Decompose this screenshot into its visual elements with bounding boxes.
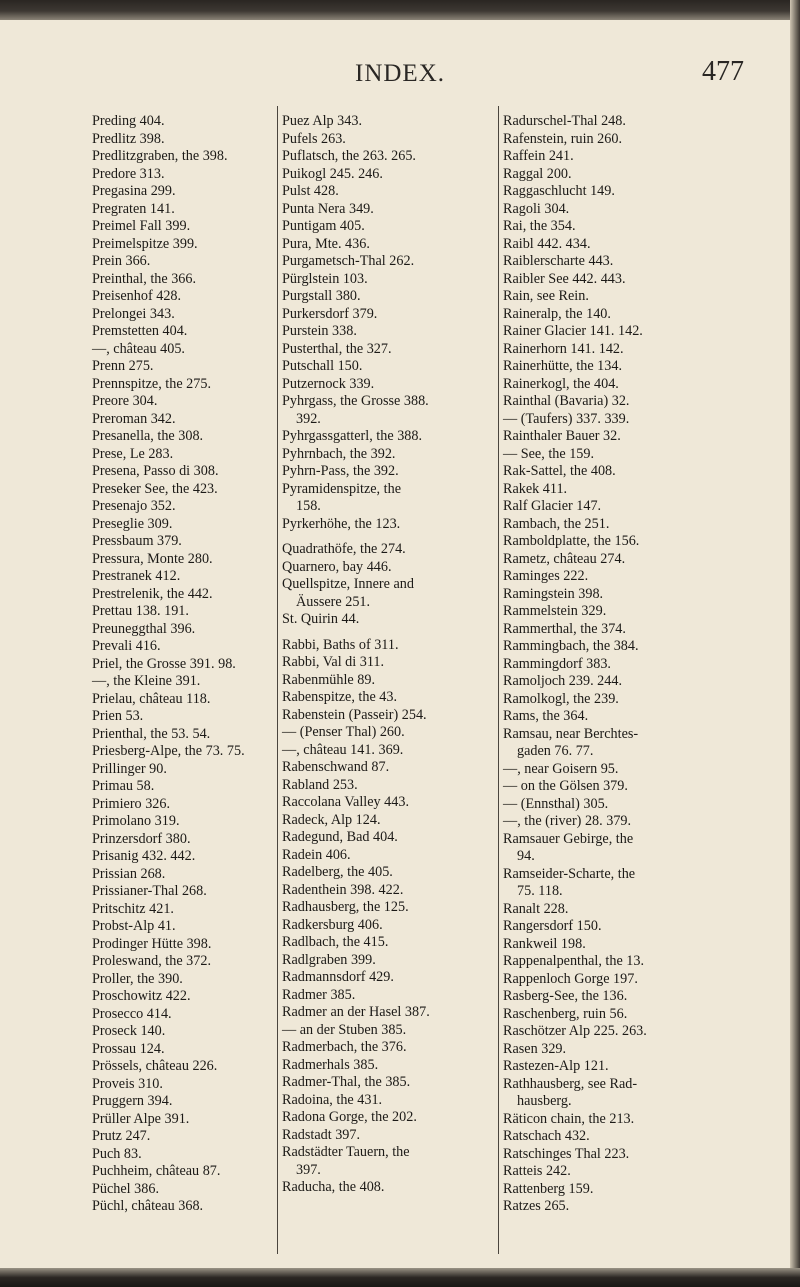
- index-entry: — (Ennsthal) 305.: [503, 795, 609, 812]
- index-entry: Puez Alp 343.: [282, 113, 362, 129]
- index-entry: Rammingdorf 383.: [503, 655, 611, 672]
- index-entry: Radenthein 398. 422.: [282, 881, 404, 898]
- index-entry: Rakek 411.: [503, 480, 568, 497]
- index-entry: Rabbi, Baths of 311.: [282, 636, 399, 653]
- index-entry: Prissian 268.: [92, 865, 166, 882]
- index-entry: Rasberg-See, the 136.: [503, 988, 628, 1004]
- index-entry: — (Penser Thal) 260.: [282, 724, 405, 740]
- index-entry: Preseker See, the 423.: [92, 480, 218, 497]
- index-entry: Ramsauer Gebirge, the: [503, 830, 634, 847]
- index-entry: Radmerbach, the 376.: [282, 1039, 407, 1055]
- index-entry: Raschötzer Alp 225. 263.: [503, 1023, 647, 1039]
- index-entry: Proveis 310.: [92, 1075, 163, 1092]
- scan-top-edge: [0, 0, 800, 20]
- index-entry: Prössels, château 226.: [92, 1058, 218, 1074]
- index-entry: —, château 141. 369.: [282, 741, 404, 758]
- index-entry: Raschenberg, ruin 56.: [503, 1005, 628, 1022]
- index-entry: Proleswand, the 372.: [92, 953, 212, 969]
- index-entry: Presenajo 352.: [92, 498, 176, 514]
- index-entry: Pressbaum 379.: [92, 533, 182, 549]
- index-entry: Rathhausberg, see Rad-: [503, 1075, 638, 1092]
- index-entry: Prien 53.: [92, 708, 144, 724]
- scan-right-edge: [790, 0, 800, 1287]
- index-entry: Presena, Passo di 308.: [92, 463, 219, 479]
- index-entry: Ramoljoch 239. 244.: [503, 673, 623, 689]
- index-entry: Predore 313.: [92, 165, 165, 182]
- index-entry: Prinzersdorf 380.: [92, 830, 191, 847]
- index-entry: Priel, the Grosse 391. 98.: [92, 655, 236, 672]
- index-entry: Radona Gorge, the 202.: [282, 1109, 417, 1125]
- index-entry: Ralf Glacier 147.: [503, 498, 602, 514]
- index-entry: Radmerhals 385.: [282, 1056, 379, 1073]
- index-entry: Ramboldplatte, the 156.: [503, 533, 640, 549]
- index-entry: Rattenberg 159.: [503, 1180, 594, 1197]
- index-entry: Pyrkerhöhe, the 123.: [282, 515, 401, 532]
- index-entry: Probst-Alp 41.: [92, 918, 176, 934]
- index-entry: Preimelspitze 399.: [92, 235, 198, 252]
- index-entry: Prutz 247.: [92, 1128, 151, 1144]
- index-entry: Radeck, Alp 124.: [282, 811, 381, 828]
- index-entry: Proschowitz 422.: [92, 988, 191, 1004]
- index-entry: Radstadt 397.: [282, 1126, 361, 1143]
- index-entry: Purkersdorf 379.: [282, 305, 378, 322]
- index-entry: Pyhrgassgatterl, the 388.: [282, 428, 423, 444]
- index-entry: Pyhrnbach, the 392.: [282, 445, 396, 462]
- index-entry: Rangersdorf 150.: [503, 918, 602, 934]
- index-entry: Prisanig 432. 442.: [92, 848, 196, 864]
- index-entry: Püchel 386.: [92, 1180, 159, 1197]
- index-entry: Rammingbach, the 384.: [503, 638, 639, 654]
- index-entry: Pulst 428.: [282, 183, 339, 199]
- index-entry: Predlitzgraben, the 398.: [92, 148, 228, 164]
- index-entry: Ramseider-Scharte, the: [503, 865, 636, 882]
- index-entry: Rappenloch Gorge 197.: [503, 970, 638, 987]
- index-entry: Rafenstein, ruin 260.: [503, 130, 622, 147]
- index-entry: Rabenstein (Passeir) 254.: [282, 706, 427, 723]
- index-entry: 94.: [517, 848, 535, 864]
- index-entry: Puch 83.: [92, 1145, 142, 1162]
- index-entry: Rabland 253.: [282, 776, 358, 793]
- index-entry: Puntigam 405.: [282, 218, 365, 234]
- index-entry: Putschall 150.: [282, 358, 363, 374]
- index-entry: Raducha, the 408.: [282, 1179, 385, 1195]
- index-entry: — on the Gölsen 379.: [503, 778, 628, 794]
- index-entry: Prüller Alpe 391.: [92, 1110, 190, 1127]
- index-entry: Premstetten 404.: [92, 323, 188, 339]
- index-entry: Predlitz 398.: [92, 130, 165, 147]
- index-entry: Radein 406.: [282, 846, 351, 863]
- index-entry: Preroman 342.: [92, 410, 176, 427]
- index-entry: Prissianer-Thal 268.: [92, 883, 207, 899]
- index-entry: Püchl, château 368.: [92, 1198, 204, 1214]
- index-entry: — an der Stuben 385.: [282, 1021, 407, 1038]
- index-entry: Prodinger Hütte 398.: [92, 935, 212, 952]
- index-entry: 397.: [296, 1161, 321, 1178]
- index-entry: Purgametsch-Thal 262.: [282, 253, 415, 269]
- page-title: INDEX.: [355, 60, 446, 87]
- index-entry: — See, the 159.: [503, 445, 595, 462]
- index-entry: Priesberg-Alpe, the 73. 75.: [92, 743, 245, 759]
- index-entry: St. Quirin 44.: [282, 611, 360, 627]
- index-entry: Rain, see Rein.: [503, 288, 589, 304]
- index-entry: Rainthal (Bavaria) 32.: [503, 393, 630, 409]
- index-entry: Radmannsdorf 429.: [282, 969, 394, 985]
- index-entry: Pruggern 394.: [92, 1093, 173, 1109]
- index-entry: Raibl 442. 434.: [503, 235, 591, 252]
- index-entry: Purstein 338.: [282, 323, 357, 339]
- index-entry: 392.: [296, 410, 321, 427]
- index-entry: Rabenschwand 87.: [282, 759, 390, 775]
- index-entry: Rai, the 354.: [503, 218, 576, 234]
- index-entry: Pyhrgass, the Grosse 388.: [282, 393, 429, 409]
- index-entry: Raccolana Valley 443.: [282, 794, 409, 810]
- index-entry: Prein 366.: [92, 253, 151, 269]
- index-entry: Rainerhütte, the 134.: [503, 358, 622, 374]
- index-entry: Pregasina 299.: [92, 183, 176, 199]
- index-entry: Preding 404.: [92, 113, 165, 129]
- index-entry: — (Taufers) 337. 339.: [503, 410, 630, 427]
- index-entry: Rabbi, Val di 311.: [282, 654, 385, 670]
- index-entry: Pyhrn-Pass, the 392.: [282, 463, 399, 479]
- column-divider: [277, 106, 278, 1254]
- index-entry: Pura, Mte. 436.: [282, 235, 370, 252]
- index-entry: Preisenhof 428.: [92, 288, 182, 304]
- index-entry: Rappenalpenthal, the 13.: [503, 953, 645, 969]
- index-entry: Puchheim, château 87.: [92, 1163, 221, 1179]
- index-entry: hausberg.: [517, 1093, 572, 1109]
- index-entry: Prossau 124.: [92, 1040, 165, 1057]
- index-entry: Prestranek 412.: [92, 568, 181, 584]
- index-entry: Purgstall 380.: [282, 288, 361, 304]
- index-entry: Preseglie 309.: [92, 515, 173, 532]
- index-entry: Puflatsch, the 263. 265.: [282, 148, 416, 164]
- index-entry: Rabenspitze, the 43.: [282, 689, 398, 705]
- index-entry: Rankweil 198.: [503, 935, 586, 952]
- index-entry: Pressura, Monte 280.: [92, 550, 213, 567]
- index-entry: Pufels 263.: [282, 130, 346, 147]
- index-entry: Rainthaler Bauer 32.: [503, 428, 621, 444]
- index-entry: Prielau, château 118.: [92, 690, 211, 707]
- index-entry: Quarnero, bay 446.: [282, 558, 392, 575]
- index-entry: Punta Nera 349.: [282, 200, 374, 217]
- index-entry: Radelberg, the 405.: [282, 864, 393, 880]
- index-entry: Raggal 200.: [503, 165, 572, 182]
- index-entry: Radmer-Thal, the 385.: [282, 1074, 411, 1090]
- index-entry: Pusterthal, the 327.: [282, 340, 392, 357]
- index-entry: Radstädter Tauern, the: [282, 1144, 410, 1160]
- index-entry: Ranalt 228.: [503, 900, 569, 917]
- index-entry: Primiero 326.: [92, 795, 171, 812]
- index-entry: Rak-Sattel, the 408.: [503, 463, 616, 479]
- index-entry: Ratschach 432.: [503, 1128, 590, 1144]
- index-entry: Raffein 241.: [503, 148, 574, 164]
- index-entry: 158.: [296, 498, 321, 514]
- index-column-2: [282, 113, 487, 1197]
- index-entry: Raggaschlucht 149.: [503, 183, 615, 199]
- index-entry: Rams, the 364.: [503, 708, 589, 724]
- index-entry: —, the (river) 28. 379.: [503, 813, 632, 829]
- index-entry: Prennspitze, the 275.: [92, 375, 211, 392]
- index-entry: Primolano 319.: [92, 813, 180, 829]
- index-entry: Prestrelenik, the 442.: [92, 585, 213, 602]
- index-entry: Ratteis 242.: [503, 1163, 571, 1179]
- index-entry: Rastezen-Alp 121.: [503, 1058, 609, 1074]
- index-entry: Prienthal, the 53. 54.: [92, 725, 211, 742]
- index-entry: Räticon chain, the 213.: [503, 1110, 635, 1127]
- index-entry: Primau 58.: [92, 778, 155, 794]
- index-entry: Rainer Glacier 141. 142.: [503, 323, 643, 339]
- index-entry: —, château 405.: [92, 340, 185, 357]
- index-entry: Rametz, château 274.: [503, 550, 626, 567]
- index-entry: Radurschel-Thal 248.: [503, 113, 626, 129]
- index-entry: Raineralp, the 140.: [503, 305, 611, 322]
- index-entry: Raiblerscharte 443.: [503, 253, 614, 269]
- index-entry: Prese, Le 283.: [92, 445, 174, 462]
- index-entry: Ramsau, near Berchtes-: [503, 725, 639, 742]
- index-entry: Prenn 275.: [92, 358, 154, 374]
- index-entry: Pritschitz 421.: [92, 900, 174, 917]
- index-entry: Radhausberg, the 125.: [282, 899, 409, 915]
- index-entry: Radmer 385.: [282, 986, 356, 1003]
- index-entry: Ramingstein 398.: [503, 585, 604, 602]
- index-entry: Radkersburg 406.: [282, 916, 383, 933]
- index-entry: Ratschinges Thal 223.: [503, 1145, 630, 1162]
- index-entry: Prelongei 343.: [92, 305, 175, 322]
- index-entry: Pürglstein 103.: [282, 270, 368, 287]
- page-number: 477: [702, 56, 744, 87]
- index-entry: Preore 304.: [92, 393, 158, 409]
- index-entry: Rainerkogl, the 404.: [503, 375, 619, 392]
- index-entry: Prosecco 414.: [92, 1005, 172, 1022]
- index-entry: Rammelstein 329.: [503, 603, 607, 619]
- index-entry: 75. 118.: [517, 883, 563, 899]
- index-entry: —, the Kleine 391.: [92, 673, 201, 689]
- index-entry: Radmer an der Hasel 387.: [282, 1004, 430, 1020]
- index-entry: Pregraten 141.: [92, 200, 175, 217]
- index-entry: Ramolkogl, the 239.: [503, 690, 619, 707]
- index-entry: Radlbach, the 415.: [282, 934, 389, 950]
- index-entry: Prevali 416.: [92, 638, 161, 654]
- index-entry: Ragoli 304.: [503, 200, 570, 217]
- index-entry: Ratzes 265.: [503, 1198, 570, 1214]
- index-entry: Pyramidenspitze, the: [282, 480, 401, 497]
- index-entry: Radlgraben 399.: [282, 951, 376, 968]
- index-entry: Äussere 251.: [296, 593, 371, 610]
- index-entry: Rammerthal, the 374.: [503, 620, 626, 637]
- index-entry: Rasen 329.: [503, 1040, 567, 1057]
- index-column-3: [503, 113, 713, 1216]
- index-entry: Putzernock 339.: [282, 375, 375, 392]
- scan-bottom-edge: [0, 1268, 800, 1287]
- index-entry: Radegund, Bad 404.: [282, 829, 398, 845]
- index-entry: Rabenmühle 89.: [282, 671, 375, 688]
- index-entry: Radoina, the 431.: [282, 1091, 383, 1108]
- index-entry: Quadrathöfe, the 274.: [282, 541, 406, 557]
- index-entry: Prettau 138. 191.: [92, 603, 189, 619]
- column-divider: [498, 106, 499, 1254]
- index-entry: gaden 76. 77.: [517, 743, 594, 759]
- index-entry: Quellspitze, Innere and: [282, 576, 414, 592]
- index-entry: Puikogl 245. 246.: [282, 165, 383, 182]
- index-entry: Rambach, the 251.: [503, 515, 610, 532]
- index-column-1: [92, 113, 262, 1216]
- index-entry: Prillinger 90.: [92, 760, 167, 777]
- index-entry: Raibler See 442. 443.: [503, 270, 626, 287]
- index-entry: Proseck 140.: [92, 1023, 166, 1039]
- index-entry: Rainerhorn 141. 142.: [503, 340, 624, 357]
- index-entry: Preimel Fall 399.: [92, 218, 191, 234]
- index-entry: Preuneggthal 396.: [92, 620, 196, 637]
- index-entry: Raminges 222.: [503, 568, 589, 584]
- index-entry: Proller, the 390.: [92, 970, 183, 987]
- index-entry: Preinthal, the 366.: [92, 270, 197, 287]
- page-header: [0, 56, 800, 96]
- index-entry: Presanella, the 308.: [92, 428, 204, 444]
- index-entry: —, near Goisern 95.: [503, 760, 619, 777]
